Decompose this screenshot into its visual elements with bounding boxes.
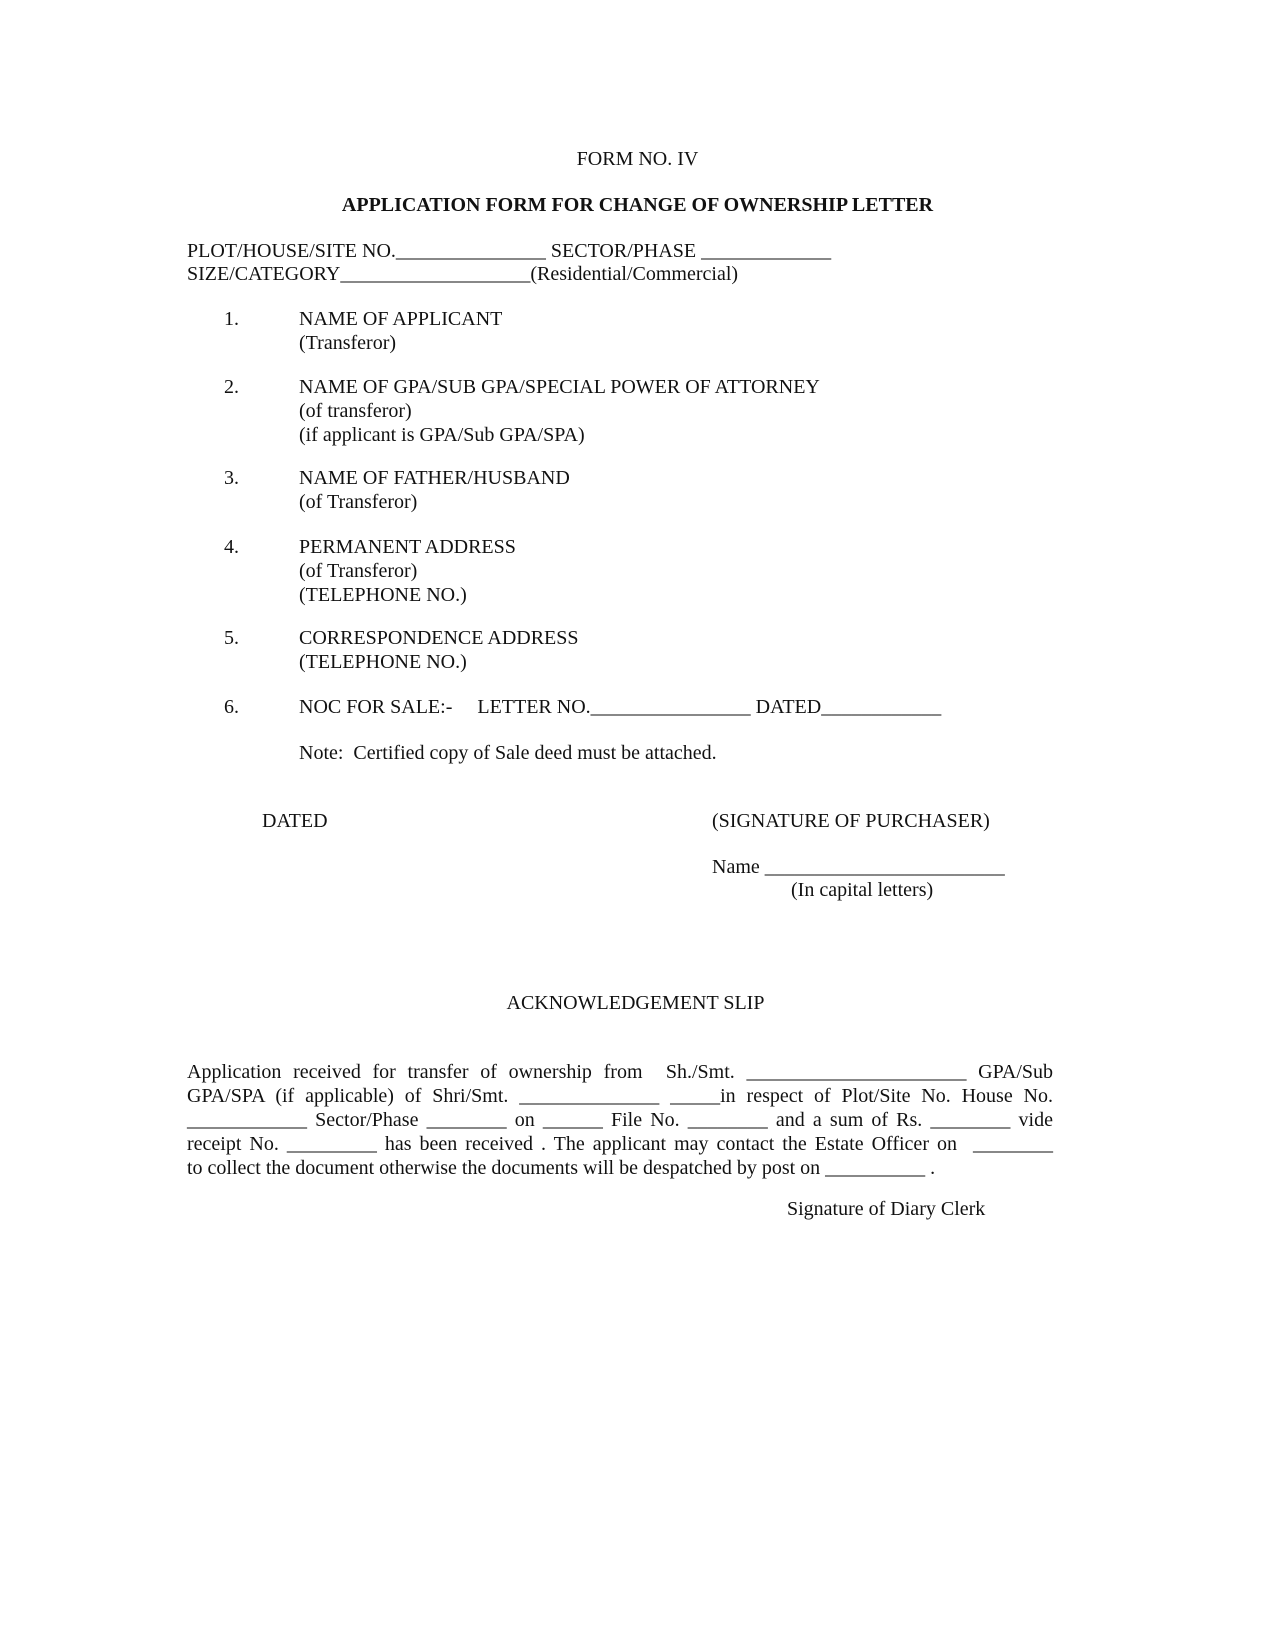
item-line: (of transferor) — [299, 400, 412, 422]
item-line: (Transferor) — [299, 332, 397, 354]
acknowledgement-line: ____________ Sector/Phase ________ on ______ File No. ________ and a sum of Rs. ________ vide — [187, 1109, 1053, 1131]
plot-sector-line: PLOT/HOUSE/SITE NO._______________ SECTOR/PHASE _____________ — [187, 240, 832, 262]
acknowledgement-line: receipt No. _________ has been received . The applicant may contact the Estate Officer on ________ — [187, 1133, 1053, 1155]
note-text: Note: Certified copy of Sale deed must be attached. — [299, 742, 717, 764]
item-line: NAME OF FATHER/HUSBAND — [299, 467, 570, 489]
item-line: NAME OF GPA/SUB GPA/SPECIAL POWER OF ATTORNEY — [299, 376, 820, 398]
acknowledgement-line: GPA/SPA (if applicable) of Shri/Smt. ______________ _____in respect of Plot/Site No. House No. — [187, 1085, 1053, 1107]
acknowledgement-title: ACKNOWLEDGEMENT SLIP — [506, 992, 765, 1014]
item-line: (of Transferor) — [299, 560, 418, 582]
item-correspondence-address — [299, 626, 579, 674]
capital-letters-hint: (In capital letters) — [791, 879, 934, 901]
dated-label: DATED — [262, 810, 328, 832]
item-number: 2. — [224, 376, 239, 398]
size-category-line: SIZE/CATEGORY___________________(Residential/Commercial) — [187, 263, 739, 285]
item-line: (TELEPHONE NO.) — [299, 584, 467, 606]
item-line: NOC FOR SALE:- LETTER NO.________________ DATED____________ — [299, 696, 942, 718]
item-name-of-father-husband — [299, 466, 570, 514]
item-number: 3. — [224, 467, 239, 489]
item-line: NAME OF APPLICANT — [299, 308, 503, 330]
item-name-of-applicant — [299, 307, 502, 355]
item-line: CORRESPONDENCE ADDRESS — [299, 627, 579, 649]
item-noc-for-sale — [299, 695, 941, 719]
purchaser-name-line: Name ________________________ — [712, 856, 1005, 878]
item-number: 6. — [224, 696, 239, 718]
item-line: (TELEPHONE NO.) — [299, 651, 467, 673]
item-permanent-address — [299, 535, 516, 607]
acknowledgement-paragraph — [187, 1060, 1053, 1180]
item-line: PERMANENT ADDRESS — [299, 536, 516, 558]
item-number: 5. — [224, 627, 239, 649]
item-name-of-gpa — [299, 375, 820, 447]
diary-clerk-signature: Signature of Diary Clerk — [787, 1198, 986, 1220]
acknowledgement-line: Application received for transfer of ownership from Sh./Smt. ______________________ GPA/Sub — [187, 1061, 1053, 1083]
signature-of-purchaser: (SIGNATURE OF PURCHASER) — [712, 810, 990, 832]
form-number: FORM NO. IV — [576, 148, 699, 170]
item-line: (of Transferor) — [299, 491, 418, 513]
item-number: 1. — [224, 308, 239, 330]
acknowledgement-line: to collect the document otherwise the documents will be despatched by post on __________ . — [187, 1157, 936, 1179]
item-line: (if applicant is GPA/Sub GPA/SPA) — [299, 424, 585, 446]
item-number: 4. — [224, 536, 239, 558]
form-title: APPLICATION FORM FOR CHANGE OF OWNERSHIP LETTER — [341, 194, 934, 216]
